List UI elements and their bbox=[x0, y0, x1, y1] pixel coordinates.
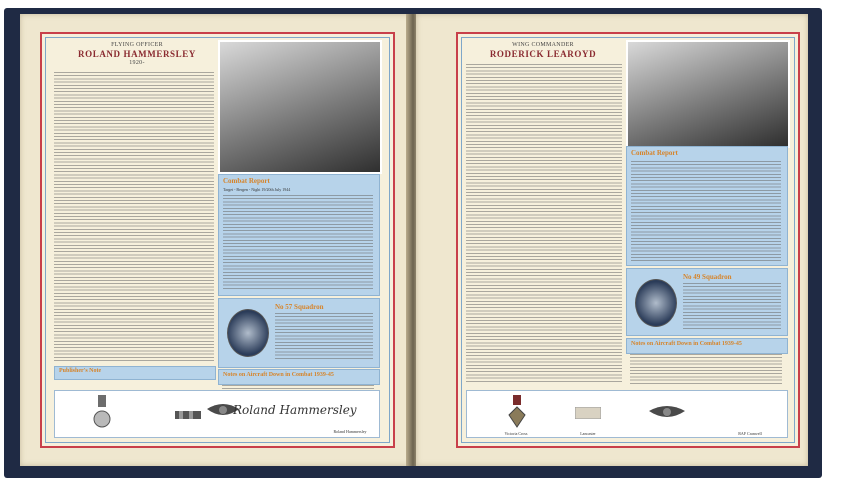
right-caption-vc: Victoria Cross bbox=[504, 431, 528, 436]
right-combat-report-text bbox=[631, 161, 781, 261]
pilot-wings-icon bbox=[647, 401, 687, 423]
left-bottom-strip bbox=[54, 390, 380, 438]
right-caption-lancaster: Lancaster bbox=[580, 431, 596, 436]
left-squadron-box bbox=[218, 298, 380, 368]
left-publisher-bar bbox=[54, 366, 216, 380]
left-combat-report-heading: Combat Report bbox=[223, 177, 270, 185]
squadron-crest-icon bbox=[635, 279, 677, 327]
right-portrait-photo bbox=[626, 40, 790, 148]
left-notes-text bbox=[222, 385, 374, 389]
right-squadron-text bbox=[683, 283, 781, 329]
right-combat-report-box bbox=[626, 146, 788, 266]
left-signature: Roland Hammersley bbox=[233, 403, 357, 417]
right-biography-text bbox=[466, 64, 622, 384]
left-notes-heading: Notes on Aircraft Down in Combat 1939-45 bbox=[223, 372, 334, 378]
left-dates: 1920- bbox=[129, 60, 145, 66]
medal-icon bbox=[93, 395, 111, 433]
right-notes-bar bbox=[626, 338, 788, 354]
left-combat-report-text bbox=[223, 195, 373, 290]
left-notes-bar bbox=[218, 369, 380, 385]
right-page bbox=[416, 14, 808, 466]
left-squadron-text bbox=[275, 313, 373, 361]
left-portrait-photo bbox=[218, 40, 382, 174]
left-biography-text bbox=[54, 72, 214, 362]
left-publisher-heading: Publisher's Note bbox=[59, 368, 102, 374]
right-squadron-box bbox=[626, 268, 788, 336]
left-name: ROLAND HAMMERSLEY bbox=[78, 49, 196, 59]
right-combat-report-heading: Combat Report bbox=[631, 149, 678, 157]
right-notes-text bbox=[630, 354, 782, 384]
right-squadron-heading: No 49 Squadron bbox=[683, 273, 732, 281]
right-caption-cranwell: RAF Cranwell bbox=[738, 431, 762, 436]
left-squadron-heading: No 57 Squadron bbox=[275, 303, 324, 311]
right-name: RODERICK LEAROYD bbox=[489, 49, 597, 59]
left-signature-caption: Roland Hammersley bbox=[333, 429, 367, 434]
left-page bbox=[20, 14, 413, 466]
left-combat-report-meta: Target - Bergen - Night 19/20th July 1944 bbox=[223, 187, 291, 192]
left-page-frame bbox=[40, 32, 395, 448]
medal-icon bbox=[507, 395, 527, 431]
ribbon-icon bbox=[575, 407, 601, 419]
right-bottom-strip bbox=[466, 390, 788, 438]
left-combat-report-box bbox=[218, 174, 380, 296]
left-rank: FLYING OFFICER bbox=[111, 42, 163, 48]
squadron-crest-icon bbox=[227, 309, 269, 357]
ribbon-icon bbox=[175, 411, 201, 419]
right-page-frame bbox=[456, 32, 800, 448]
right-rank: WING COMMANDER bbox=[512, 42, 574, 48]
right-notes-heading: Notes on Aircraft Down in Combat 1939-45 bbox=[631, 341, 742, 347]
